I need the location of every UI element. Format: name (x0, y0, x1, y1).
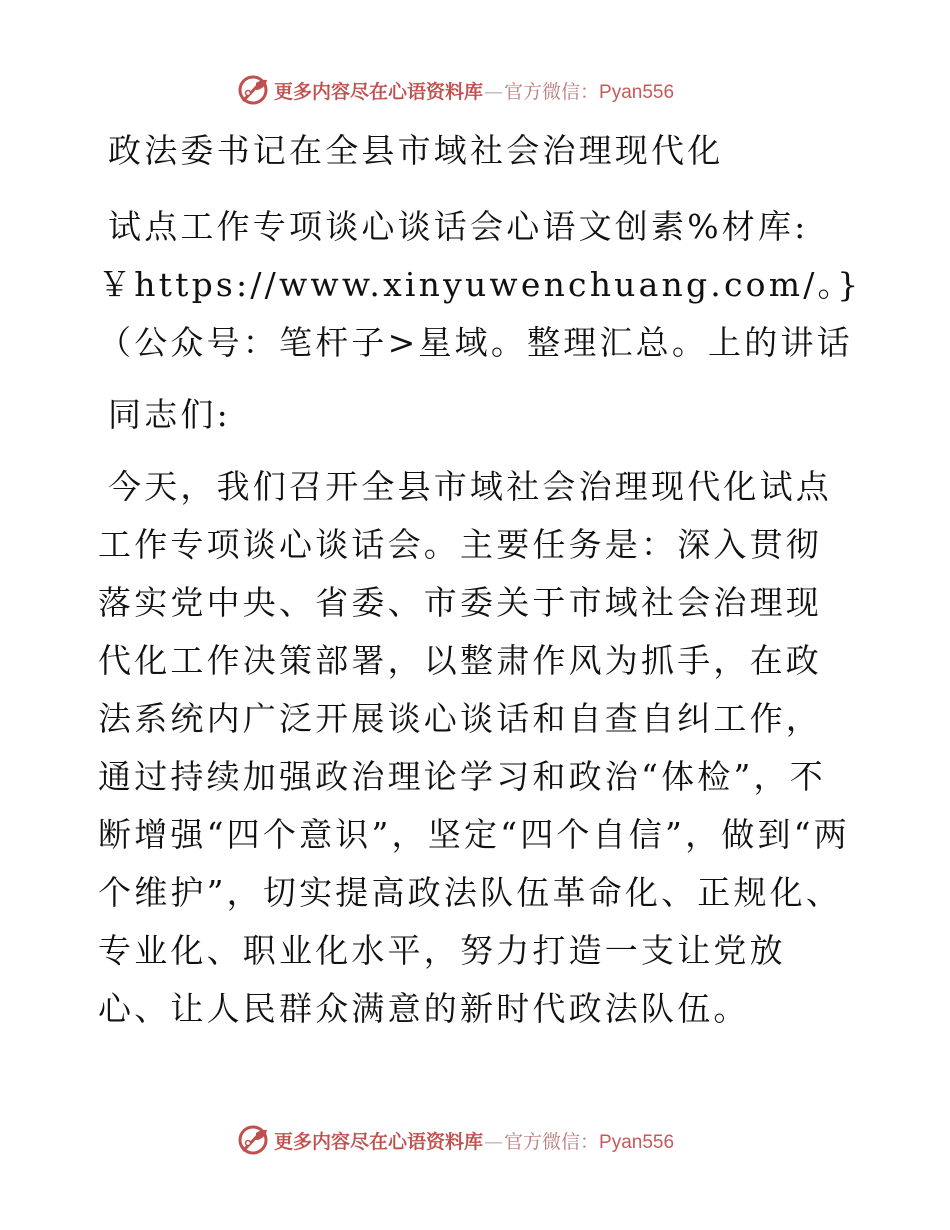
document-title-line1: 政法委书记在全县市域社会治理现代化 (108, 131, 724, 170)
watermark-dash: — (484, 1130, 504, 1153)
greeting: 同志们: (108, 395, 231, 434)
watermark-dash: — (484, 80, 504, 103)
watermark-lead: 更多内容尽在心语资料库 (274, 80, 484, 103)
quill-logo-icon (236, 1123, 270, 1157)
watermark-wechat-label: 官方微信： (504, 80, 600, 103)
watermark-wechat-id: Pyan556 (599, 1131, 675, 1153)
document-title-line2 (98, 198, 862, 372)
footer-watermark-banner (236, 1120, 756, 1160)
watermark-lead: 更多内容尽在心语资料库 (274, 1130, 484, 1153)
body-paragraph: 今天，我们召开全县市域社会治理现代化试点工作专项谈心谈话会。主要任务是：深入贯彻落实党中央、省委、市委关于市域社会治理现代化工作决策部署，以整肃作风为抓手，在政法系统内广泛开展谈心谈话和自查自纠工作，通过持续加强政治理论学习和政治“体检”，不断增强“四个意识”，坚定“四个自信”，做到“两个维护”，切实提高政法队伍革命化、正规化、专业化、职业化水平，努力打造一支让党放心、让人民群众满意的新时代政法队伍。 (98, 467, 850, 1028)
header-watermark-banner (236, 70, 756, 110)
document-title-line2-text: 试点工作专项谈心谈话会心语文创素%材库:￥https://www.xinyuwenchuang.com/。}（公众号：笔杆子>星域。整理汇总。上的讲话 (98, 207, 862, 362)
watermark-wechat-label: 官方微信： (504, 1130, 600, 1153)
watermark-wechat-id: Pyan556 (599, 81, 675, 103)
document-body (98, 122, 862, 1038)
watermark-text (274, 1127, 674, 1154)
watermark-text (274, 77, 674, 104)
quill-logo-icon (236, 73, 270, 107)
